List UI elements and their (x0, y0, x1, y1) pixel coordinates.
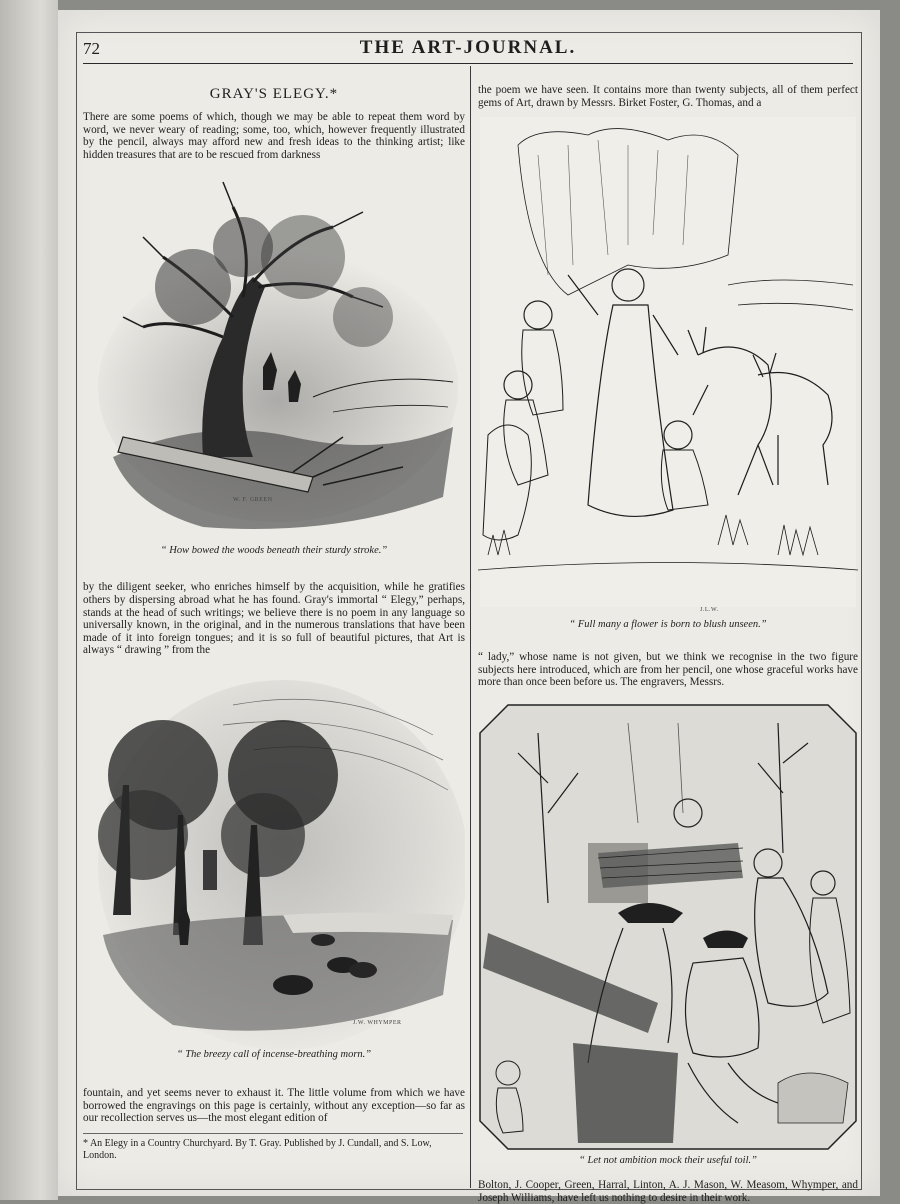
engraving-faggot-gatherers (478, 703, 858, 1173)
intro-paragraph: the poem we have seen. It contains more than twenty subjects, all of them perfect gems of Art, drawn by Messrs. Birket Foster, G. Thomas, and a (478, 84, 858, 109)
engraving-caption: “ Full many a flower is born to blush unseen.” (569, 619, 767, 631)
left-column (83, 68, 465, 1162)
engraving-caption: “ How bowed the woods beneath their sturdy stroke.” (160, 545, 388, 557)
children-goats-illustration (478, 115, 858, 615)
page-number: 72 (83, 39, 100, 58)
engraving-morning-landscape (83, 665, 465, 1075)
page-header (83, 37, 853, 64)
book-gutter-shadow (0, 0, 58, 1200)
engraver-signature: J.L.W. (700, 607, 719, 614)
column-divider (470, 66, 471, 1188)
journal-page (58, 10, 880, 1204)
engraver-signature: J.W. WHYMPER (353, 1019, 402, 1026)
running-title: THE ART-JOURNAL. (359, 37, 577, 58)
closing-paragraph: fountain, and yet seems never to exhaust it. The little volume from which we have borrowed the engravings on this page is certainly, without any exception—so far as our recollection serves us—the most elegant edition of (83, 1086, 465, 1125)
article-heading: GRAY'S ELEGY.* (209, 86, 339, 102)
faggot-gatherers-illustration (478, 703, 858, 1151)
landscape-illustration (83, 665, 465, 1075)
engraver-signature: W. F. GREEN (233, 497, 273, 504)
closing-paragraph: Bolton, J. Cooper, Green, Harral, Linton, A. J. Mason, W. Measom, Whymper, and Joseph Williams, have left us nothing to desire in their work. (478, 1178, 858, 1204)
middle-paragraph: “ lady,” whose name is not given, but we think we recognise in the two figure subjects here introduced, which are from her pencil, one whose graceful works have more than once been before us. The engravers, Messrs. (478, 651, 858, 689)
engraving-fallen-tree (83, 167, 465, 567)
right-column (478, 68, 858, 1204)
intro-paragraph: There are some poems of which, though we may be able to repeat them word by word, we never weary of reading; some, too, which, however frequently illustrated by the pencil, always may afford new and fresh ideas to the thinking artist; like hidden treasures that are to be rescued from darkness (83, 111, 465, 161)
middle-paragraph: by the diligent seeker, who enriches himself by the acquisition, while he gratifies others by dispersing abroad what he has found. Gray's immortal “ Elegy,” perhaps, stands at the head of such writings; we believe there is no poem in any language so universally known, in the original, and in the numerous translations that have been made of it into foreign tongues; and it is so full of beautiful pictures, that Art is always “ drawing ” from the (83, 581, 465, 657)
engraving-caption: “ Let not ambition mock their useful toil.” (579, 1154, 757, 1166)
engraving-caption: “ The breezy call of incense-breathing morn.” (176, 1048, 372, 1060)
engraving-children-goats (478, 115, 858, 635)
footnote: * An Elegy in a Country Churchyard. By T. Gray. Published by J. Cundall, and S. Low, London. (83, 1133, 463, 1162)
fallen-tree-illustration (83, 167, 465, 567)
